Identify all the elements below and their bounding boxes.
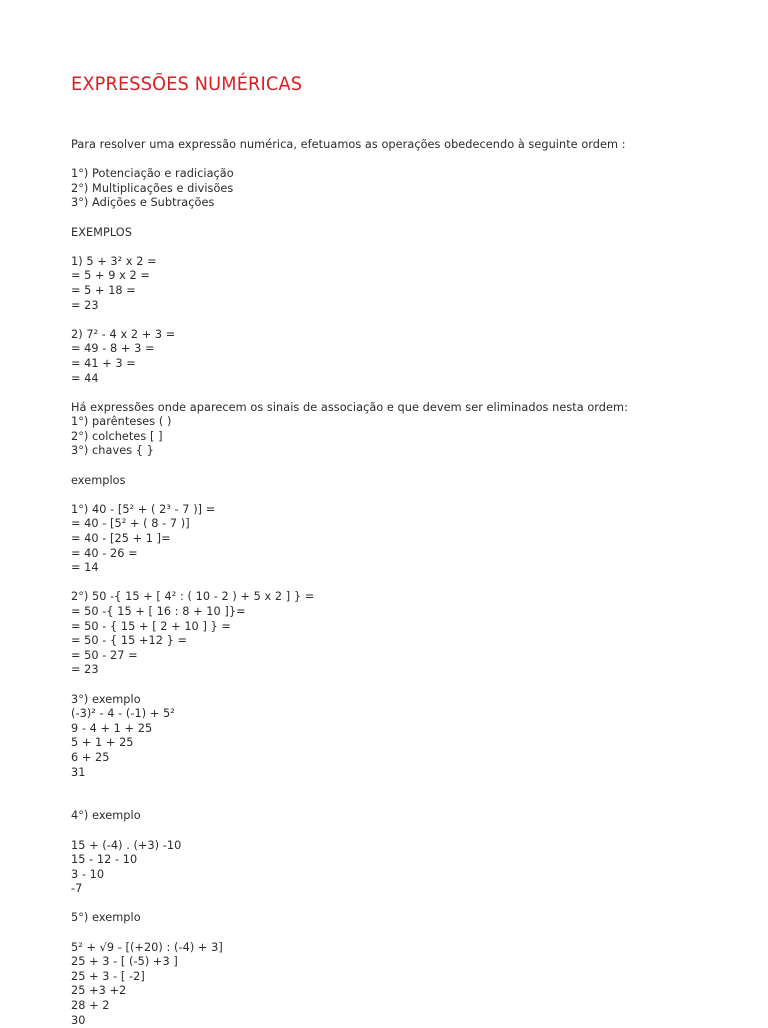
order-item: 2°) Multiplicações e divisões xyxy=(71,181,234,195)
ex-b-line: = 50 - 27 = xyxy=(71,648,138,662)
ex-b-line: = 50 -{ 15 + [ 16 : 8 + 10 ]}= xyxy=(71,605,246,618)
ex-c-line: (-3)² - 4 - (-1) + 5² xyxy=(71,707,175,721)
example2-line: = 44 xyxy=(71,371,99,385)
ex-b-line: = 23 xyxy=(71,663,99,677)
examples-lower-heading: exemplos xyxy=(71,473,126,487)
ex-e-line: 28 + 2 xyxy=(71,999,110,1013)
ex-b-line: 2°) 50 -{ 15 + [ 4² : ( 10 - 2 ) + 5 x 2 ] } = xyxy=(71,590,315,604)
ex-a-line: = 40 - 26 = xyxy=(71,546,138,560)
association-intro: Há expressões onde aparecem os sinais de associação e que devem ser eliminados nesta ordem: xyxy=(71,400,628,414)
example2-line: 2) 7² - 4 x 2 + 3 = xyxy=(71,327,176,341)
ex-d-line: 3 - 10 xyxy=(71,867,105,881)
ex-c-line: 31 xyxy=(71,765,86,779)
ex-a-line: = 40 - [5² + ( 8 - 7 )] xyxy=(71,517,190,531)
ex-e-line: 5² + √9 - [(+20) : (-4) + 3] xyxy=(71,940,223,954)
ex-e-line: 30 xyxy=(71,1013,86,1027)
ex-a-line: = 40 - [25 + 1 ]= xyxy=(71,532,171,546)
page-title: EXPRESSÕES NUMÉRICAS xyxy=(71,73,303,95)
ex-c-line: 6 + 25 xyxy=(71,750,110,764)
ex-c-line: 3°) exemplo xyxy=(71,692,141,706)
example1-line: = 5 + 9 x 2 = xyxy=(71,269,150,283)
ex-e-heading: 5°) exemplo xyxy=(71,911,141,925)
ex-e-line: 25 + 3 - [ -2] xyxy=(71,969,145,983)
ex-e-line: 25 +3 +2 xyxy=(71,984,127,998)
association-item: 2°) colchetes [ ] xyxy=(71,429,163,443)
order-item: 3°) Adições e Subtrações xyxy=(71,196,215,210)
ex-c-line: 5 + 1 + 25 xyxy=(71,736,134,750)
ex-c-line: 9 - 4 + 1 + 25 xyxy=(71,721,153,735)
ex-d-line: -7 xyxy=(71,882,83,896)
example2-line: = 49 - 8 + 3 = xyxy=(71,342,155,356)
example1-line: = 23 xyxy=(71,298,99,312)
example1-line: 1) 5 + 3² x 2 = xyxy=(71,254,157,268)
example1-line: = 5 + 18 = xyxy=(71,283,136,297)
ex-b-line: = 50 - { 15 + [ 2 + 10 ] } = xyxy=(71,619,231,633)
intro-paragraph: Para resolver uma expressão numérica, efetuamos as operações obedecendo à seguinte ordem : xyxy=(71,138,626,151)
order-item: 1°) Potenciação e radiciação xyxy=(71,167,234,181)
association-item: 1°) parênteses ( ) xyxy=(71,415,172,429)
ex-a-line: = 14 xyxy=(71,561,99,575)
association-item: 3°) chaves { } xyxy=(71,444,154,458)
ex-d-heading: 4°) exemplo xyxy=(71,809,141,823)
ex-e-line: 25 + 3 - [ (-5) +3 ] xyxy=(71,955,178,969)
examples-heading: EXEMPLOS xyxy=(71,225,132,239)
document-body xyxy=(71,138,628,1028)
document-page xyxy=(71,70,748,1027)
ex-a-line: 1°) 40 - [5² + ( 2³ - 7 )] = xyxy=(71,502,216,516)
example2-line: = 41 + 3 = xyxy=(71,356,136,370)
ex-d-line: 15 + (-4) . (+3) -10 xyxy=(71,838,182,852)
ex-b-line: = 50 - { 15 +12 } = xyxy=(71,634,188,648)
ex-d-line: 15 - 12 - 10 xyxy=(71,853,138,867)
